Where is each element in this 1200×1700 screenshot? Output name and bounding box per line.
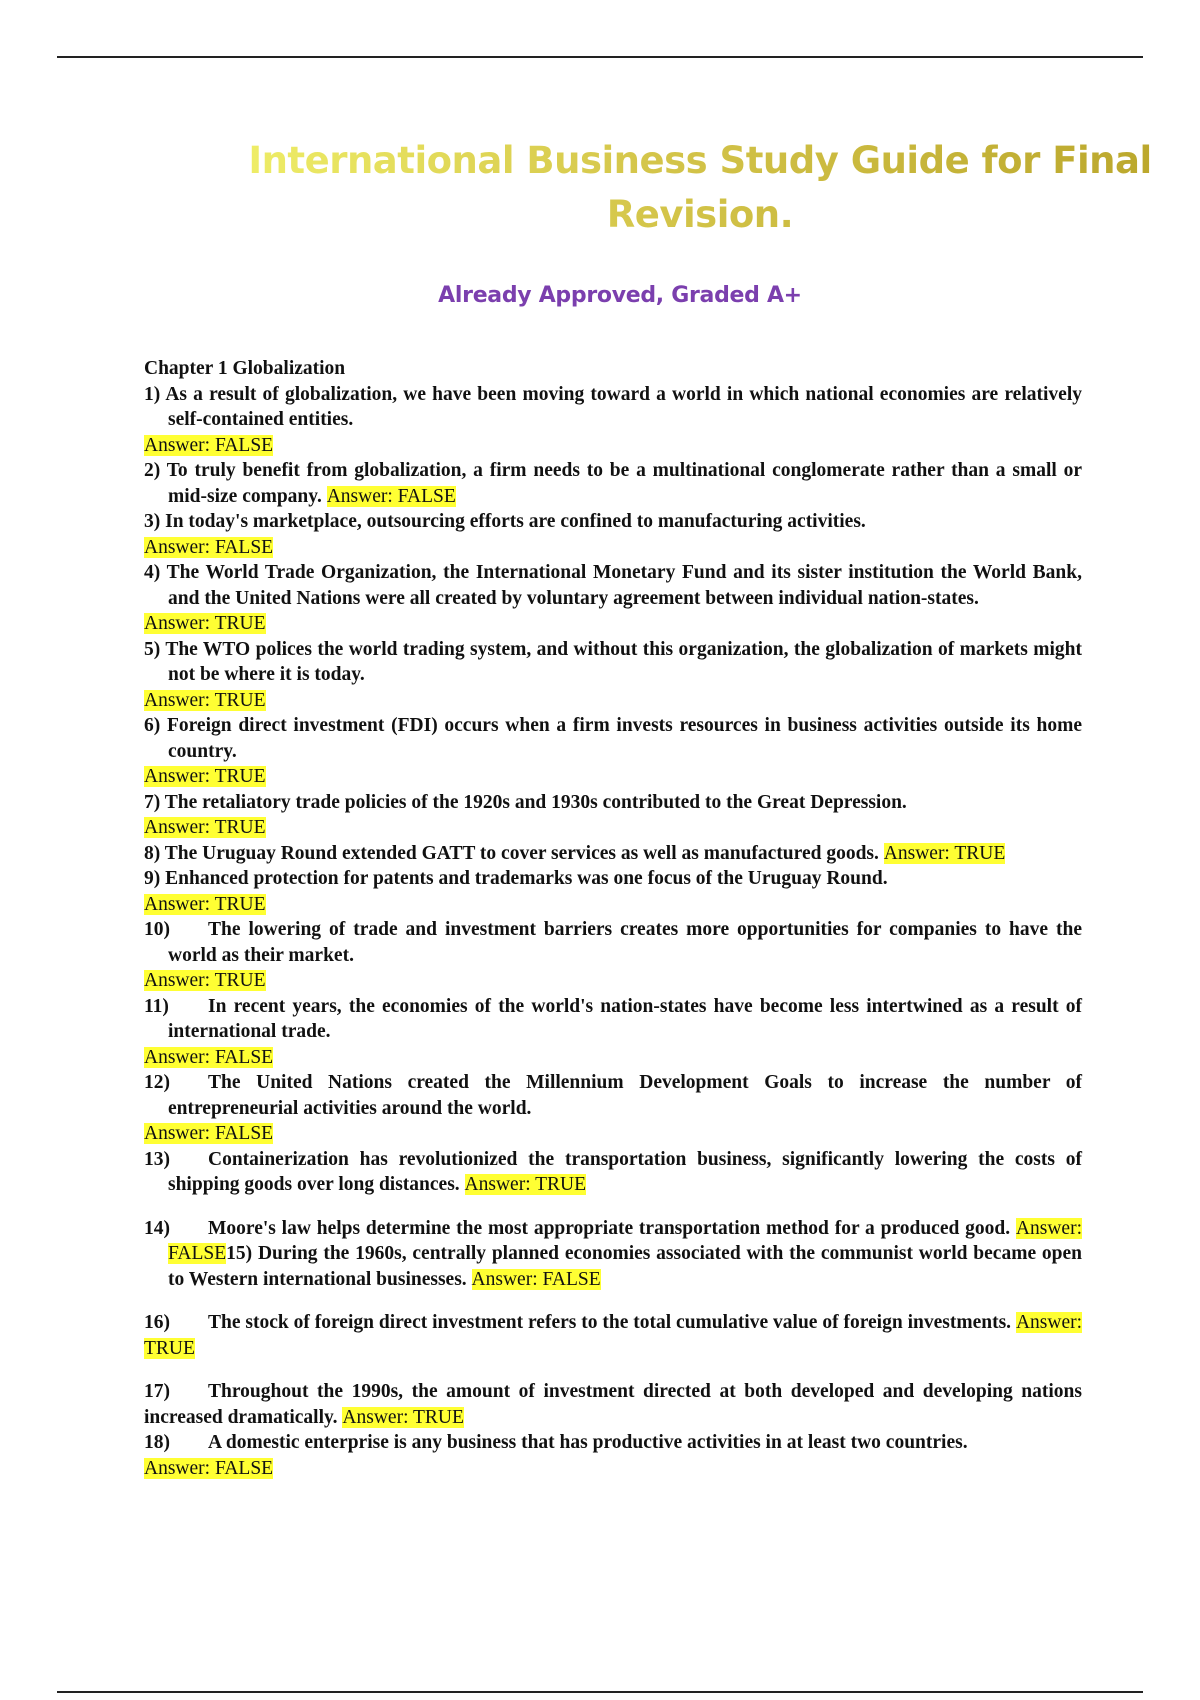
answer-10: Answer: TRUE xyxy=(144,970,266,991)
question-text: The lowering of trade and investment barriers creates more opportunities for companies to have the world as their market. xyxy=(168,919,1082,966)
question-3 xyxy=(144,509,1082,535)
question-text: The stock of foreign direct investment refers to the total cumulative value of foreign investments. xyxy=(208,1312,1012,1333)
answer-5: Answer: TRUE xyxy=(144,689,266,711)
question-text: A domestic enterprise is any business that has productive activities in at least two countries. xyxy=(208,1432,968,1453)
question-text: Enhanced protection for patents and trademarks was one focus of the Uruguay Round. xyxy=(165,868,888,889)
question-number: 10) xyxy=(144,919,170,940)
question-number: 3) xyxy=(144,511,161,532)
answer-7: Answer: TRUE xyxy=(144,817,266,838)
question-12 xyxy=(144,1070,1082,1121)
answer-2: Answer: FALSE xyxy=(326,485,456,507)
answer-6: Answer: TRUE xyxy=(144,766,266,787)
question-1 xyxy=(144,382,1082,433)
question-number: 14) xyxy=(144,1217,170,1239)
question-text: To truly benefit from globalization, a firm needs to be a multinational conglomerate rather than a small or mid-size company. xyxy=(166,460,1082,507)
answer-4: Answer: TRUE xyxy=(144,613,266,634)
question-text: The retaliatory trade policies of the 1920s and 1930s contributed to the Great Depression. xyxy=(164,791,907,813)
question-number: 15) xyxy=(226,1243,253,1264)
answer-15: Answer: FALSE xyxy=(471,1268,601,1290)
question-number: 12) xyxy=(144,1072,170,1093)
question-text: As a result of globalization, we have been moving toward a world in which national economies are relatively self-contained entities. xyxy=(165,383,1082,430)
question-number: 5) xyxy=(144,638,161,660)
question-14 xyxy=(144,1216,1082,1293)
question-number: 16) xyxy=(144,1312,170,1333)
question-18 xyxy=(144,1430,1082,1456)
question-number: 13) xyxy=(144,1148,170,1170)
question-number: 11) xyxy=(144,995,169,1017)
question-number: 2) xyxy=(144,460,161,481)
question-7 xyxy=(144,790,1082,816)
question-11 xyxy=(144,994,1082,1045)
question-text: In today's marketplace, outsourcing efforts are confined to manufacturing activities. xyxy=(165,511,866,532)
question-text: During the 1960s, centrally planned economies associated with the communist world became open to Western international businesses. xyxy=(168,1243,1082,1290)
answer-12: Answer: FALSE xyxy=(144,1123,274,1144)
question-15 xyxy=(168,1243,1082,1290)
question-number: 9) xyxy=(144,868,161,889)
question-text: Throughout the 1990s, the amount of investment directed at both developed and developing nations increased dramatically. xyxy=(144,1381,1082,1428)
top-rule xyxy=(57,56,1143,58)
document-body xyxy=(144,356,1082,1481)
question-17 xyxy=(144,1379,1082,1430)
answer-14: Answer: FALSE xyxy=(168,1217,1082,1264)
answer-9: Answer: TRUE xyxy=(144,893,266,915)
bottom-rule xyxy=(57,1691,1143,1693)
document-subtitle: Already Approved, Graded A+ xyxy=(438,283,802,308)
question-number: 7) xyxy=(144,791,161,813)
chapter-heading: Chapter 1 Globalization xyxy=(144,358,346,379)
question-text: The WTO polices the world trading system, and without this organization, the globalization of markets might not be where it is today. xyxy=(165,638,1082,685)
question-5 xyxy=(144,637,1082,688)
answer-17: Answer: TRUE xyxy=(342,1406,464,1428)
question-13 xyxy=(144,1147,1082,1198)
question-text: In recent years, the economies of the world's nation-states have become less intertwined as a result of international trade. xyxy=(168,995,1082,1042)
answer-8: Answer: TRUE xyxy=(883,842,1006,864)
document-title: International Business Study Guide for Final Revision. xyxy=(200,134,1200,242)
question-8 xyxy=(144,841,1082,867)
answer-13: Answer: TRUE xyxy=(464,1174,587,1195)
question-4 xyxy=(144,560,1082,611)
question-text: Moore's law helps determine the most appropriate transportation method for a produced good. xyxy=(208,1217,1011,1239)
question-text: Containerization has revolutionized the transportation business, significantly lowering the costs of shipping goods over long distances. xyxy=(168,1148,1082,1195)
question-16 xyxy=(144,1310,1082,1361)
question-text: The Uruguay Round extended GATT to cover services as well as manufactured goods. xyxy=(164,842,879,864)
question-10 xyxy=(144,917,1082,968)
question-number: 8) xyxy=(144,842,161,864)
answer-18: Answer: FALSE xyxy=(144,1457,274,1479)
question-9 xyxy=(144,866,1082,892)
question-text: The United Nations created the Millennium Development Goals to increase the number of entrepreneurial activities around the world. xyxy=(168,1072,1082,1119)
question-6 xyxy=(144,713,1082,764)
question-2 xyxy=(144,458,1082,509)
question-number: 17) xyxy=(144,1381,170,1402)
answer-3: Answer: FALSE xyxy=(144,536,274,558)
question-number: 18) xyxy=(144,1432,170,1453)
question-number: 4) xyxy=(144,562,161,583)
question-text: Foreign direct investment (FDI) occurs when a firm invests resources in business activities outside its home country. xyxy=(166,715,1082,762)
question-number: 6) xyxy=(144,715,161,736)
question-number: 1) xyxy=(144,383,161,405)
answer-16: Answer: TRUE xyxy=(144,1312,1083,1359)
answer-1: Answer: FALSE xyxy=(144,434,274,456)
answer-11: Answer: FALSE xyxy=(144,1046,274,1068)
question-text: The World Trade Organization, the International Monetary Fund and its sister institution the World Bank, and the United Nations were all created by voluntary agreement between individual nation-states. xyxy=(166,562,1082,609)
